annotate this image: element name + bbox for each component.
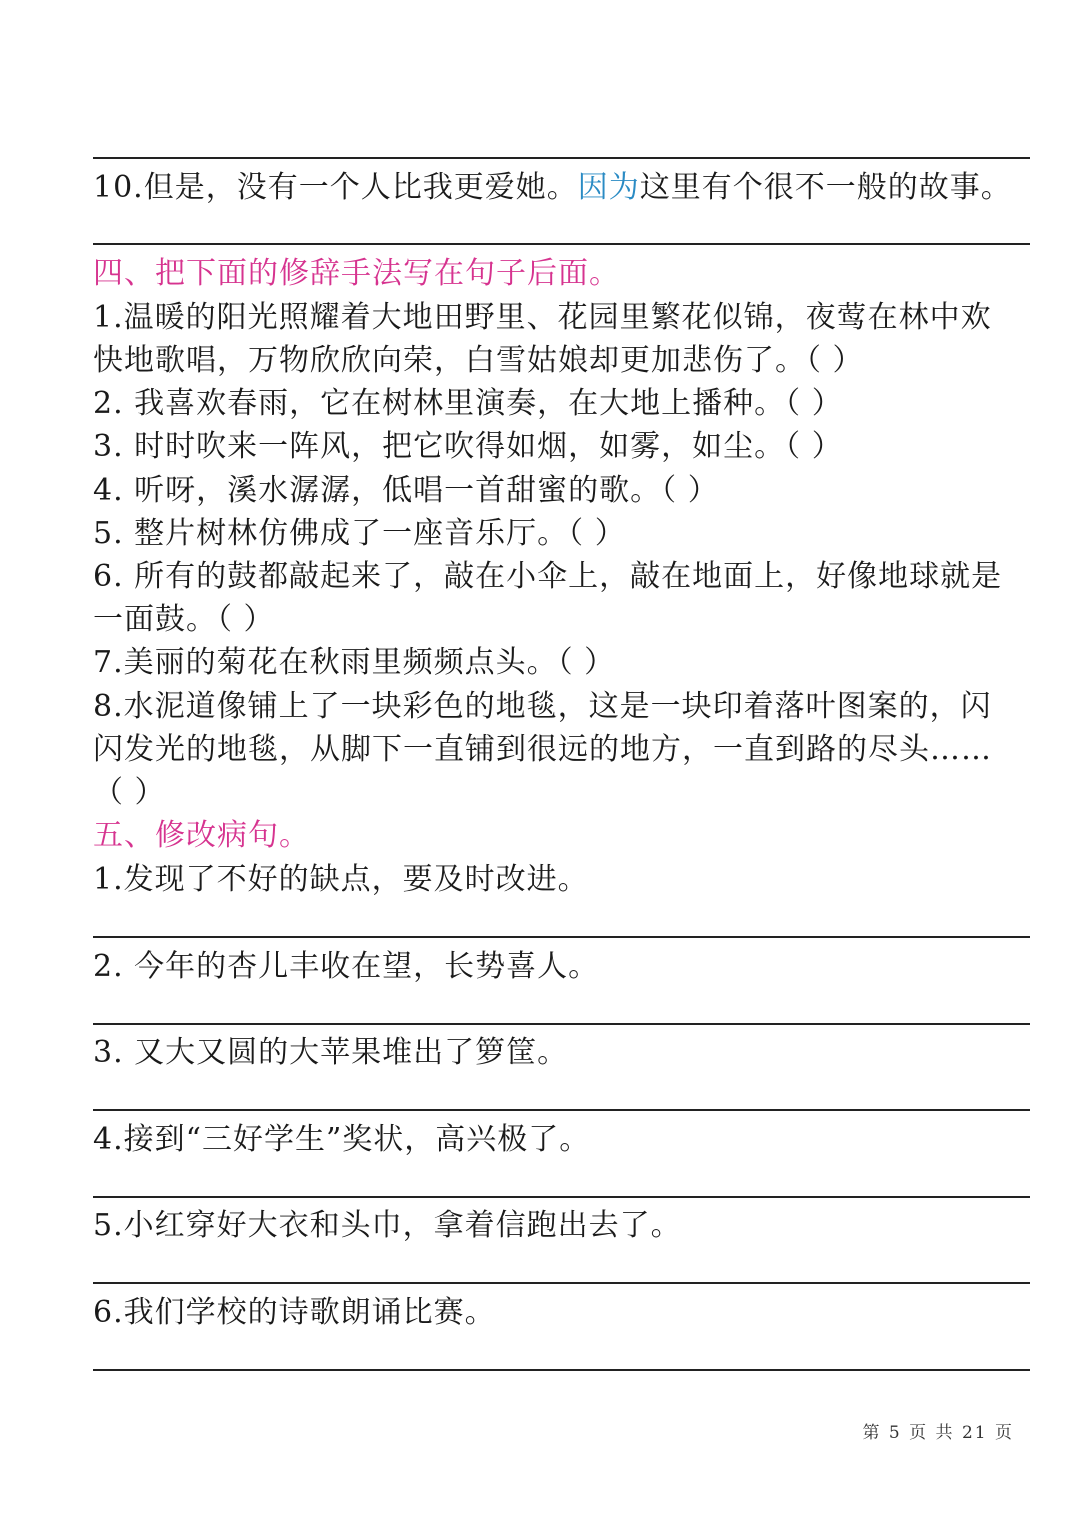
answer-line (93, 157, 1030, 159)
answer-line (93, 1282, 1030, 1284)
s5-item-6: 6.我们学校的诗歌朗诵比赛。 (93, 1295, 496, 1330)
s5-item-2: 2. 今年的杏儿丰收在望，长势喜人。 (93, 949, 600, 984)
answer-line (93, 1369, 1030, 1371)
s4-item-1-line-2: 快地歌唱，万物欣欣向荣，白雪姑娘却更加悲伤了。（ ） (93, 343, 864, 378)
answer-line (93, 243, 1030, 245)
s4-item-3: 3. 时时吹来一阵风，把它吹得如烟，如雾，如尘。（ ） (93, 429, 843, 464)
s5-item-5: 5.小红穿好大衣和头巾，拿着信跑出去了。 (93, 1208, 682, 1243)
q10-text-after: 这里有个很不一般的故事。 (639, 170, 1012, 205)
question-10 (93, 166, 1012, 210)
answer-line (93, 1109, 1030, 1111)
section-4-heading: 四、把下面的修辞手法写在句子后面。 (93, 256, 620, 291)
answer-line (93, 936, 1030, 938)
s4-item-8-line-3: （ ） (93, 775, 166, 810)
s5-item-1: 1.发现了不好的缺点，要及时改进。 (93, 862, 589, 897)
page-number: 第 5 页 共 21 页 (862, 1423, 1014, 1443)
s4-item-5: 5. 整片树林仿佛成了一座音乐厅。（ ） (93, 516, 626, 551)
s4-item-6-line-1: 6. 所有的鼓都敲起来了，敲在小伞上，敲在地面上，好像地球就是 (93, 559, 1003, 594)
answer-line (93, 1023, 1030, 1025)
s4-item-1-line-1: 1.温暖的阳光照耀着大地田野里、花园里繁花似锦，夜莺在林中欢 (93, 300, 992, 335)
s4-item-8-line-2: 闪发光的地毯，从脚下一直铺到很远的地方，一直到路的尽头…… (93, 732, 992, 767)
s5-item-3: 3. 又大又圆的大苹果堆出了箩筐。 (93, 1035, 569, 1070)
s4-item-6-line-2: 一面鼓。（ ） (93, 602, 275, 637)
s4-item-8-line-1: 8.水泥道像铺上了一块彩色的地毯，这是一块印着落叶图案的，闪 (93, 689, 992, 724)
answer-line (93, 1196, 1030, 1198)
s4-item-2: 2. 我喜欢春雨，它在树林里演奏，在大地上播种。（ ） (93, 386, 843, 421)
s4-item-7: 7.美丽的菊花在秋雨里频频点头。（ ） (93, 645, 616, 680)
q10-highlight: 因为 (577, 170, 640, 205)
q10-text-before: 10.但是，没有一个人比我更爱她。 (93, 170, 578, 205)
section-5-heading: 五、修改病句。 (93, 818, 310, 853)
s4-item-4: 4. 听呀，溪水潺潺，低唱一首甜蜜的歌。（ ） (93, 473, 719, 508)
s5-item-4: 4.接到“三好学生”奖状，高兴极了。 (93, 1122, 591, 1157)
